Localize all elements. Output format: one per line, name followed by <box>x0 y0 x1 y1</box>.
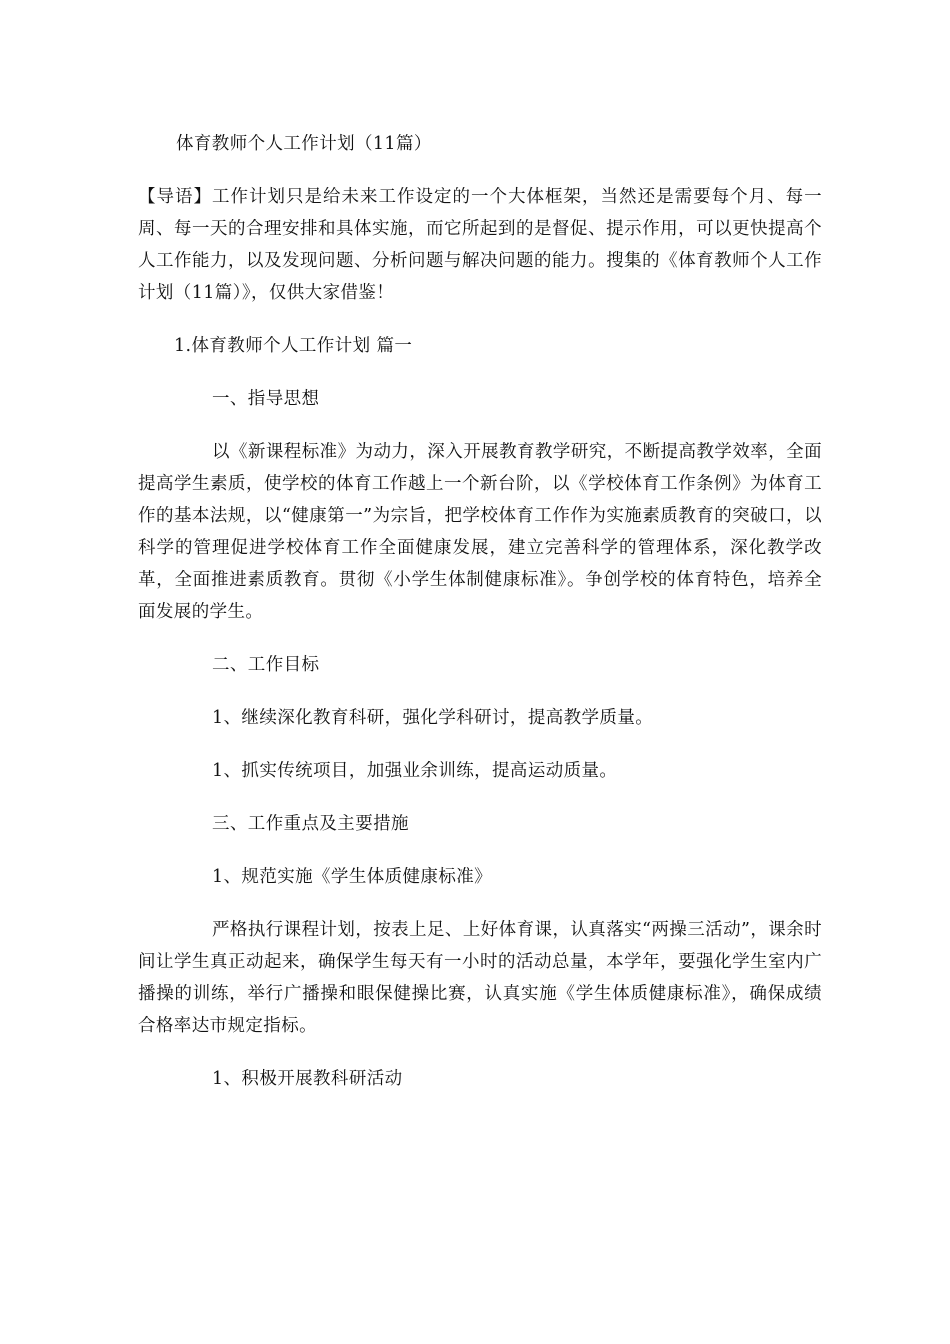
intro-paragraph: 【导语】工作计划只是给未来工作设定的一个大体框架，当然还是需要每个月、每一周、每一天的合理安排和具体实施，而它所起到的是督促、提示作用，可以更快提高个人工作能力，以及发现问题、分析问题与解决问题的能力。搜集的《体育教师个人工作计划（11篇）》，仅供大家借鉴！ <box>138 187 822 303</box>
document-title: 体育教师个人工作计划（11篇） <box>176 134 432 154</box>
goal-item-1: 1、继续深化教育科研，强化学科研讨，提高教学质量。 <box>212 708 654 728</box>
measure-2-title: 1、积极开展教科研活动 <box>212 1069 403 1089</box>
goal-item-2: 1、抓实传统项目，加强业余训练，提高运动质量。 <box>212 761 618 781</box>
document-page <box>138 128 822 1116</box>
measure-1-body: 严格执行课程计划，按表上足、上好体育课，认真落实“两操三活动”，课余时间让学生真正动起来，确保学生每天有一小时的活动总量，本学年，要强化学生室内广播操的训练，举行广播操和眼保健操比赛，认真实施《学生体质健康标准》，确保成绩合格率达市规定指标。 <box>138 920 822 1036</box>
measure-1-title: 1、规范实施《学生体质健康标准》 <box>212 867 493 887</box>
section-title: 1.体育教师个人工作计划 篇一 <box>174 336 413 356</box>
paragraph-guiding-ideology: 以《新课程标准》为动力，深入开展教育教学研究，不断提高教学效率，全面提高学生素质，使学校的体育工作越上一个新台阶，以《学校体育工作条例》为体育工作的基本法规，以“健康第一”为宗旨，把学校体育工作作为实施素质教育的突破口，以科学的管理促进学校体育工作全面健康发展，建立完善科学的管理体系，深化教学改革，全面推进素质教育。贯彻《小学生体制健康标准》。争创学校的体育特色，培养全面发展的学生。 <box>138 442 822 622</box>
heading-key-measures: 三、工作重点及主要措施 <box>212 814 409 834</box>
heading-work-goals: 二、工作目标 <box>212 655 320 675</box>
heading-guiding-ideology: 一、指导思想 <box>212 389 320 409</box>
